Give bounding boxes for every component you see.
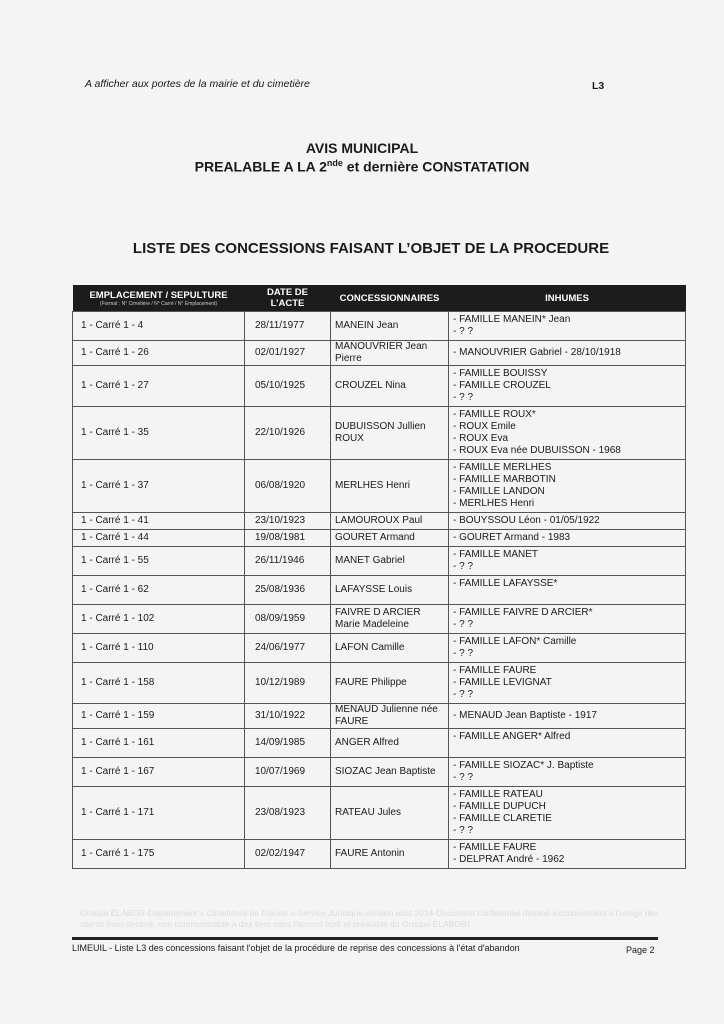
footer-text: LIMEUIL - Liste L3 des concessions faisant l'objet de la procédure de reprise des concessions à l'état d'abandon — [72, 943, 520, 953]
page-subtitle: PREALABLE A LA 2nde et dernière CONSTATATION — [194, 158, 530, 175]
inhume-line: - FAMILLE LAFAYSSE* — [453, 578, 558, 589]
cell-date: 10/07/1969 — [245, 758, 331, 787]
cell-date: 06/08/1920 — [245, 460, 331, 513]
inhume-line: - ROUX Eva née DUBUISSON - 1968 — [453, 445, 621, 456]
table-row — [73, 729, 686, 758]
cell-emplacement: 1 - Carré 1 - 161 — [73, 729, 245, 758]
inhume-line: - FAMILLE SIOZAC* J. Baptiste — [453, 760, 594, 771]
cell-date: 02/01/1927 — [245, 341, 331, 366]
cell-inhumes — [449, 840, 686, 869]
inhume-line: - BOUYSSOU Léon - 01/05/1922 — [453, 515, 600, 526]
inhume-line: - ROUX Emile — [453, 421, 516, 432]
inhume-line: - MENAUD Jean Baptiste - 1917 — [453, 710, 597, 721]
inhume-line: - ? ? — [453, 648, 474, 659]
cell-emplacement: 1 - Carré 1 - 4 — [73, 312, 245, 341]
cell-concessionnaire: FAIVRE D ARCIER Marie Madeleine — [331, 605, 449, 634]
cell-date: 25/08/1936 — [245, 576, 331, 605]
concessions-table — [72, 285, 686, 869]
cell-inhumes — [449, 704, 686, 729]
cell-date: 08/09/1959 — [245, 605, 331, 634]
cell-date: 02/02/1947 — [245, 840, 331, 869]
cell-date: 14/09/1985 — [245, 729, 331, 758]
cell-inhumes — [449, 312, 686, 341]
table-row — [73, 312, 686, 341]
cell-emplacement: 1 - Carré 1 - 26 — [73, 341, 245, 366]
inhume-line: - MERLHES Henri — [453, 498, 535, 509]
inhume-line: - FAMILLE FAURE — [453, 665, 537, 676]
inhume-line: - FAMILLE RATEAU — [453, 789, 543, 800]
cell-concessionnaire: FAURE Antonin — [331, 840, 449, 869]
table-row — [73, 407, 686, 460]
cell-concessionnaire: LAMOUROUX Paul — [331, 513, 449, 530]
cell-date: 26/11/1946 — [245, 547, 331, 576]
table-row — [73, 634, 686, 663]
header-inhumes: INHUMES — [449, 285, 686, 312]
inhume-line: - FAMILLE MANET — [453, 549, 539, 560]
table-row — [73, 460, 686, 513]
cell-date: 24/06/1977 — [245, 634, 331, 663]
footer-divider — [72, 937, 658, 940]
cell-concessionnaire: LAFAYSSE Louis — [331, 576, 449, 605]
cell-concessionnaire: DUBUISSON Jullien ROUX — [331, 407, 449, 460]
cell-emplacement: 1 - Carré 1 - 110 — [73, 634, 245, 663]
cell-inhumes — [449, 605, 686, 634]
cell-concessionnaire: GOURET Armand — [331, 530, 449, 547]
list-code: L3 — [592, 80, 605, 92]
table-row — [73, 663, 686, 704]
inhume-line: - FAMILLE MARBOTIN — [453, 474, 556, 485]
header-emplacement: EMPLACEMENT / SEPULTURE (Format : N° Cimetière / N° Carré / N° Emplacement) — [73, 285, 245, 312]
cell-date: 10/12/1989 — [245, 663, 331, 704]
cell-emplacement: 1 - Carré 1 - 102 — [73, 605, 245, 634]
cell-emplacement: 1 - Carré 1 - 41 — [73, 513, 245, 530]
table-row — [73, 787, 686, 840]
cell-emplacement: 1 - Carré 1 - 171 — [73, 787, 245, 840]
page-title: AVIS MUNICIPAL — [305, 140, 419, 156]
cell-inhumes — [449, 513, 686, 530]
inhume-line: - ? ? — [453, 825, 474, 836]
cell-emplacement: 1 - Carré 1 - 62 — [73, 576, 245, 605]
table-row — [73, 547, 686, 576]
section-title: LISTE DES CONCESSIONS FAISANT L’OBJET DE LA PROCEDURE — [132, 240, 610, 257]
table-row — [73, 704, 686, 729]
cell-emplacement: 1 - Carré 1 - 35 — [73, 407, 245, 460]
cell-concessionnaire: MANET Gabriel — [331, 547, 449, 576]
cell-date: 31/10/1922 — [245, 704, 331, 729]
cell-concessionnaire: MENAUD Julienne née FAURE — [331, 704, 449, 729]
inhume-line — [453, 590, 681, 602]
cell-concessionnaire: SIOZAC Jean Baptiste — [331, 758, 449, 787]
inhume-line: - FAMILLE ANGER* Alfred — [453, 731, 571, 742]
cell-inhumes — [449, 729, 686, 758]
cell-concessionnaire: MANOUVRIER Jean Pierre — [331, 341, 449, 366]
inhume-line: - ? ? — [453, 772, 474, 783]
inhume-line: - FAMILLE LAFON* Camille — [453, 636, 577, 647]
cell-emplacement: 1 - Carré 1 - 55 — [73, 547, 245, 576]
cell-emplacement: 1 - Carré 1 - 44 — [73, 530, 245, 547]
cell-inhumes — [449, 460, 686, 513]
cell-date: 23/10/1923 — [245, 513, 331, 530]
cell-inhumes — [449, 407, 686, 460]
inhume-line: - FAMILLE MERLHES — [453, 462, 552, 473]
inhume-line — [453, 743, 681, 755]
cell-date: 23/08/1923 — [245, 787, 331, 840]
header-concessionnaires: CONCESSIONNAIRES — [331, 285, 449, 312]
table-row — [73, 366, 686, 407]
cell-date: 19/08/1981 — [245, 530, 331, 547]
cell-emplacement: 1 - Carré 1 - 158 — [73, 663, 245, 704]
cell-concessionnaire: FAURE Philippe — [331, 663, 449, 704]
watermark-text: Groupe ÉLABOR-Département « Cimetières de France »-Service Juridique-version août 2014-Document confidentiel destiné exclusivement à l'usage des clients (non destiné, non communicable à des tiers sans l'accord écrit et préalable du Groupe ÉLABOR) — [80, 908, 659, 929]
table-row — [73, 530, 686, 547]
table-row — [73, 341, 686, 366]
inhume-line: - ? ? — [453, 392, 474, 403]
posting-note: A afficher aux portes de la mairie et du cimetière — [85, 78, 310, 90]
header-date: DATE DE L’ACTE — [245, 285, 331, 312]
cell-inhumes — [449, 663, 686, 704]
cell-concessionnaire: MERLHES Henri — [331, 460, 449, 513]
inhume-line: - ROUX Eva — [453, 433, 509, 444]
inhume-line: - FAMILLE ROUX* — [453, 409, 536, 420]
cell-inhumes — [449, 341, 686, 366]
cell-emplacement: 1 - Carré 1 - 159 — [73, 704, 245, 729]
cell-emplacement: 1 - Carré 1 - 167 — [73, 758, 245, 787]
table-row — [73, 840, 686, 869]
inhume-line: - GOURET Armand - 1983 — [453, 532, 571, 543]
cell-concessionnaire: CROUZEL Nina — [331, 366, 449, 407]
cell-inhumes — [449, 530, 686, 547]
table-row — [73, 513, 686, 530]
inhume-line: - FAMILLE LEVIGNAT — [453, 677, 552, 688]
cell-emplacement: 1 - Carré 1 - 175 — [73, 840, 245, 869]
cell-concessionnaire: LAFON Camille — [331, 634, 449, 663]
table-header-row — [73, 285, 686, 312]
cell-inhumes — [449, 366, 686, 407]
inhume-line: - FAMILLE FAURE — [453, 842, 537, 853]
inhume-line: - FAMILLE BOUISSY — [453, 368, 548, 379]
inhume-line: - MANOUVRIER Gabriel - 28/10/1918 — [453, 347, 621, 358]
table-row — [73, 576, 686, 605]
inhume-line: - ? ? — [453, 689, 474, 700]
inhume-line: - FAMILLE MANEIN* Jean — [453, 314, 571, 325]
inhume-line: - FAMILLE CROUZEL — [453, 380, 551, 391]
cell-emplacement: 1 - Carré 1 - 37 — [73, 460, 245, 513]
cell-concessionnaire: RATEAU Jules — [331, 787, 449, 840]
cell-inhumes — [449, 787, 686, 840]
cell-concessionnaire: MANEIN Jean — [331, 312, 449, 341]
inhume-line: - FAMILLE DUPUCH — [453, 801, 546, 812]
cell-inhumes — [449, 576, 686, 605]
inhume-line: - FAMILLE LANDON — [453, 486, 545, 497]
inhume-line: - FAMILLE CLARETIE — [453, 813, 552, 824]
cell-inhumes — [449, 547, 686, 576]
cell-date: 22/10/1926 — [245, 407, 331, 460]
cell-date: 05/10/1925 — [245, 366, 331, 407]
cell-inhumes — [449, 634, 686, 663]
inhume-line: - ? ? — [453, 561, 474, 572]
inhume-line: - FAMILLE FAIVRE D ARCIER* — [453, 607, 593, 618]
cell-date: 28/11/1977 — [245, 312, 331, 341]
inhume-line: - ? ? — [453, 326, 474, 337]
cell-concessionnaire: ANGER Alfred — [331, 729, 449, 758]
table-row — [73, 605, 686, 634]
cell-emplacement: 1 - Carré 1 - 27 — [73, 366, 245, 407]
table-row — [73, 758, 686, 787]
inhume-line: - ? ? — [453, 619, 474, 630]
cell-inhumes — [449, 758, 686, 787]
inhume-line: - DELPRAT André - 1962 — [453, 854, 565, 865]
page-number: Page 2 — [626, 945, 655, 955]
